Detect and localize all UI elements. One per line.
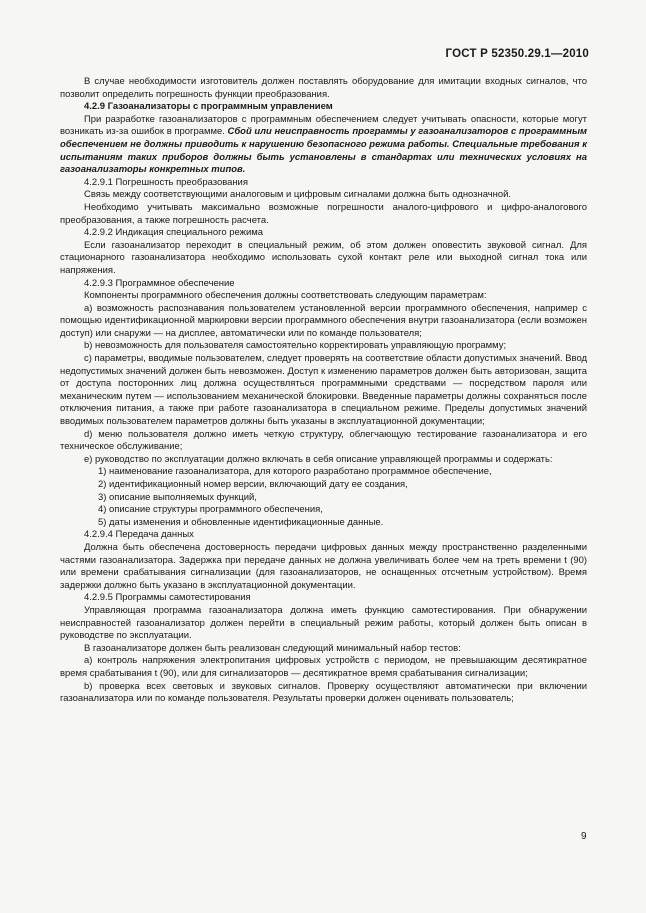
sublist-item: 5) даты изменения и обновленные идентификационные данные. (98, 516, 384, 528)
paragraph: В случае необходимости изготовитель должен поставлять оборудование для имитации входных сигналов, что позволит определить погрешность функции преобразования. (60, 76, 587, 100)
section-heading-4-2-9: 4.2.9 Газоанализаторы с программным управлением (84, 101, 333, 113)
paragraph: Связь между соответствующими аналоговым и цифровым сигналами должна быть однозначной. (84, 189, 512, 201)
subsection-heading-4-2-9-2: 4.2.9.2 Индикация специального режима (84, 227, 263, 239)
paragraph: В газоанализаторе должен быть реализован следующий минимальный набор тестов: (84, 642, 461, 654)
paragraph-risks (60, 114, 587, 177)
list-item-b: b) невозможность для пользователя самостоятельно корректировать управляющую программу; (84, 340, 507, 352)
sublist-item: 2) идентификационный номер версии, включающий дату ее создания, (98, 479, 408, 490)
list-item-c: c) параметры, вводимые пользователем, следует проверять на соответствие области допустимых значений. Ввод недопустимых значений должен быть невозможен. Доступ к изменению параметров должен быть авторизован, защита от доступа посторонних лиц должна осуществляться программными средствами — посредством пароля или механическим путем — использованием механической блокировки. Введенные параметры должны сохраняться после отключения питания, а также при работе газоанализатора в специальном режиме. Пределы допустимых значений вводимых пользователем параметров должны быть указаны в эксплуатационной документации; (60, 353, 587, 428)
paragraph: Управляющая программа газоанализатора должна иметь функцию самотестирования. При обнаружении неисправностей газоанализатор должен перейти в специальный режим работы, который должен быть описан в руководстве по эксплуатации. (60, 604, 587, 642)
test-item-a: а) контроль напряжения электропитания цифровых устройств с периодом, не превышающим десятикратное время срабатывания t (90), или для сигнализаторов — десятикратное время срабатывания сигнализации; (60, 655, 587, 679)
page-number: 9 (581, 831, 587, 842)
subsection-heading-4-2-9-3: 4.2.9.3 Программное обеспечение (84, 277, 235, 289)
test-item-b: b) проверка всех световых и звуковых сигналов. Проверку осуществляют автоматически при включении газоанализатора или по команде пользователя. Результаты проверки должен оценивать пользователь; (60, 680, 587, 705)
paragraph: Должна быть обеспечена достоверность передачи цифровых данных между пространственно разделенными частями газоанализатора. Задержка при передаче данных не должна увеличивать более чем на треть времени t (90) или времени срабатывания сигнализации (для газоанализаторов, не оснащенных отсчетным устройством). Время задержки должно быть указано в эксплуатационной документации. (60, 541, 587, 591)
standard-header: ГОСТ Р 52350.29.1—2010 (445, 48, 589, 60)
sublist-item: 1) наименование газоанализатора, для которого разработано программное обеспечение, (98, 466, 492, 478)
list-item-d: d) меню пользователя должно иметь четкую структуру, облегчающую тестирование газоанализатора и его техническое обслуживание; (60, 428, 587, 453)
paragraph: Если газоанализатор переходит в специальный режим, об этом должен оповестить звуковой сигнал. Для стационарного газоанализатора необходимо использовать сухой контакт реле или выходной сигнал тока или напряжения. (60, 239, 587, 276)
subsection-heading-4-2-9-1: 4.2.9.1 Погрешность преобразования (84, 176, 248, 188)
paragraph-text: При разработке газоанализаторов с программным обеспечением следует учитывать опасности, которые могут возникать из-за ошибок в программе. (60, 113, 587, 138)
sublist-item: 4) описание структуры программного обеспечения, (98, 504, 323, 516)
sublist-item: 3) описание выполняемых функций, (98, 491, 257, 503)
document-body (60, 76, 587, 706)
emphasis-text: Сбой или неисправность программы у газоанализаторов с программным обеспечением не должны приводить к нарушению безопасного режима работы. Специальные требования к испытаниям таких приборов должны быть установлены в стандартах или технических условиях на газоанализаторы конкретных типов. (60, 126, 587, 176)
subsection-heading-4-2-9-4: 4.2.9.4 Передача данных (84, 529, 194, 541)
list-item-e: e) руководство по эксплуатации должно включать в себя описание управляющей программы и содержать: (84, 453, 553, 465)
paragraph: Необходимо учитывать максимально возможные погрешности аналого-цифрового и цифро-аналогового преобразования, а также погрешность расчета. (60, 201, 587, 226)
paragraph: Компоненты программного обеспечения должны соответствовать следующим параметрам: (84, 290, 487, 302)
subsection-heading-4-2-9-5: 4.2.9.5 Программы самотестирования (84, 592, 251, 604)
list-item-a: а) возможность распознавания пользователем установленной версии программного обеспечения, например с помощью идентификационной маркировки версии программного обеспечения внутри газоанализатора (если возможен доступ) или снаружи — на дисплее, автоматически или по команде пользователя; (60, 302, 587, 339)
